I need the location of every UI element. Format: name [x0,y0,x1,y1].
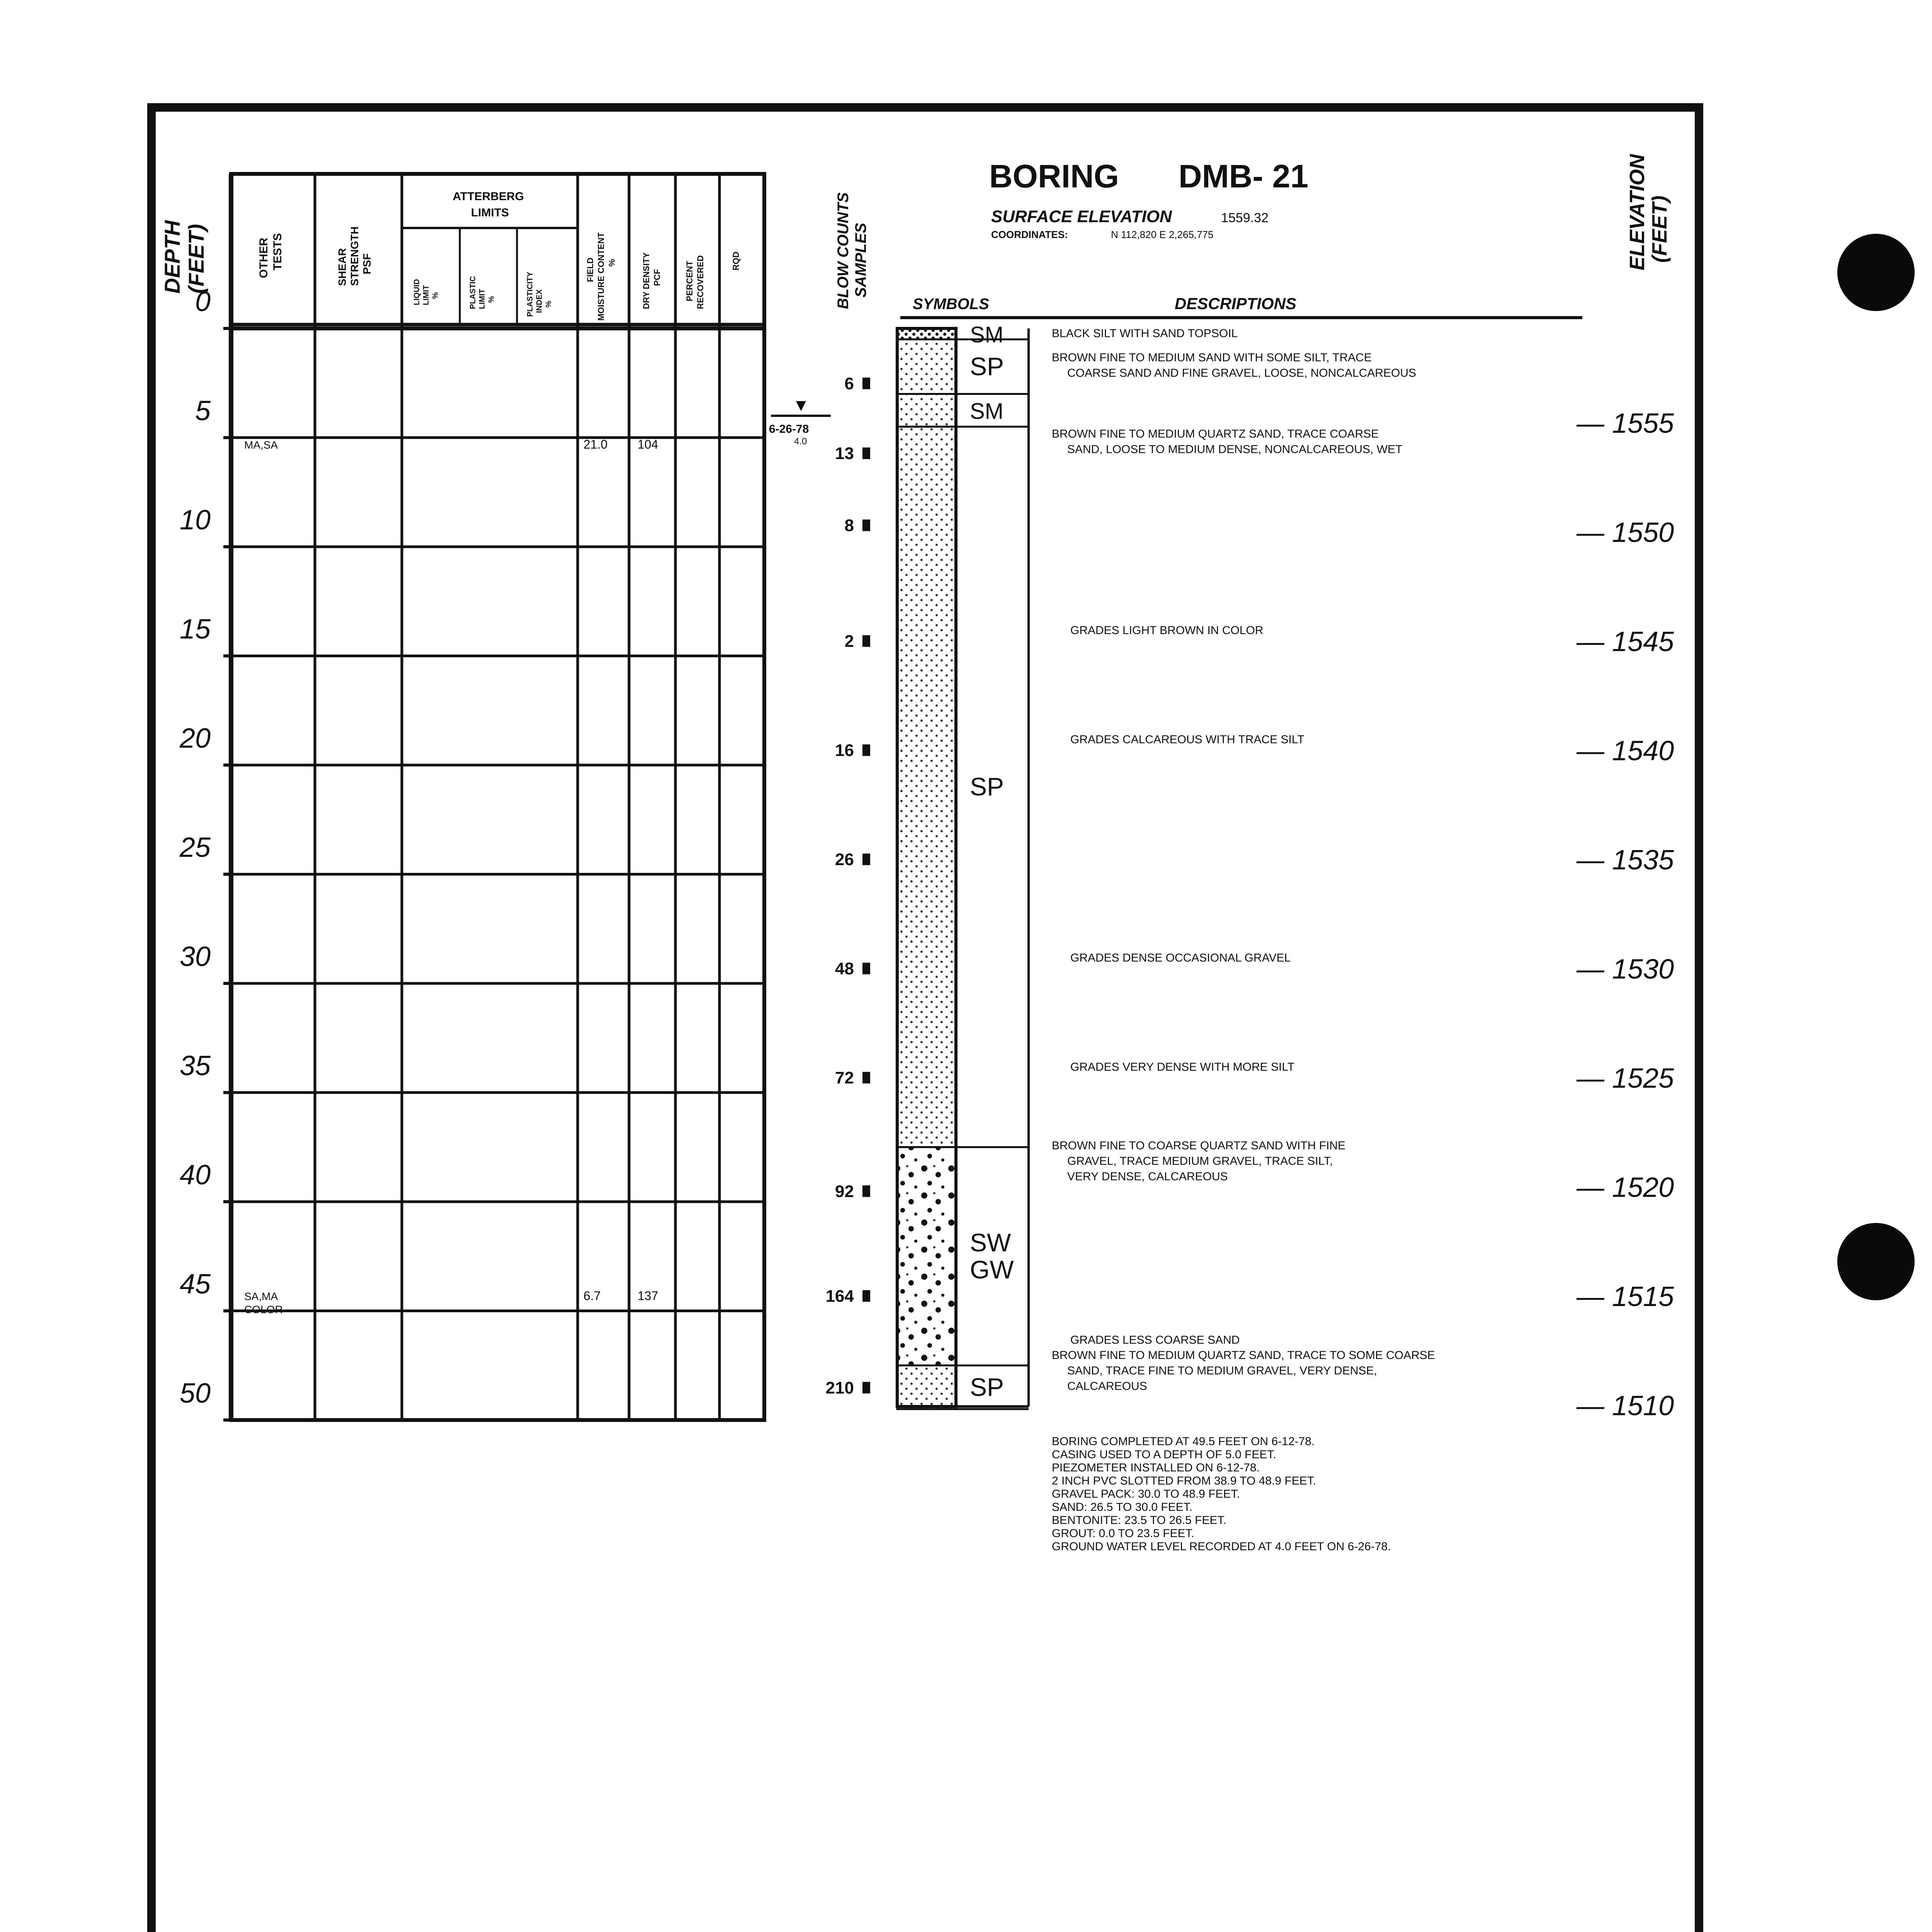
note-line: GROUND WATER LEVEL RECORDED AT 4.0 FEET ON 6-26-78. [1052,1540,1391,1553]
blow-count: 164 [825,1286,854,1306]
stratum-fill [897,394,956,427]
soil-description-line: VERY DENSE, CALCAREOUS [1067,1170,1228,1183]
descriptions-header: DESCRIPTIONS [1175,294,1297,313]
depth-tick-labels [179,286,211,1409]
water-date: 6-26-78 [769,423,809,435]
dry-density-value: 104 [638,437,658,451]
soil-description-line: BROWN FINE TO COARSE QUARTZ SAND WITH FINE [1052,1139,1346,1152]
elevation-tick-label: — 1555 [1577,408,1674,439]
soil-description-line: CALCAREOUS [1067,1379,1147,1393]
note-line: GRAVEL PACK: 30.0 TO 48.9 FEET. [1052,1488,1240,1500]
soil-description-line: BROWN FINE TO MEDIUM QUARTZ SAND, TRACE COARSE [1052,427,1379,440]
water-level-marker [769,401,831,447]
elevation-tick-label: — 1515 [1577,1281,1674,1313]
depth-tick-label: 50 [179,1378,211,1409]
blow-counts-header: BLOW COUNTS SAMPLES [835,192,869,309]
sample-blow-counts [826,374,870,1397]
note-line: CASING USED TO A DEPTH OF 5.0 FEET. [1052,1448,1276,1461]
soil-description-line: GRADES LIGHT BROWN IN COLOR [1070,624,1264,637]
soil-description-line: SAND, LOOSE TO MEDIUM DENSE, NONCALCAREOUS, WET [1067,443,1403,456]
depth-tick-label: 40 [179,1160,211,1190]
sample-marker [862,963,870,974]
other-tests-header: OTHER TESTS [257,233,284,278]
sample-marker [862,378,870,389]
boring-id: DMB- 21 [1179,158,1309,194]
uscs-symbol: SP [970,352,1004,381]
blow-count: 6 [844,374,854,393]
sample-marker [862,635,870,647]
coordinates-label: COORDINATES: [991,229,1068,240]
note-line: GROUT: 0.0 TO 23.5 FEET. [1052,1527,1195,1540]
rqd-header: RQD [731,252,741,270]
stratum-fill [897,339,956,394]
elevation-tick-label: — 1545 [1577,626,1674,658]
elevation-tick-label: — 1510 [1577,1390,1674,1422]
soil-description-line: GRADES CALCAREOUS WITH TRACE SILT [1070,733,1304,746]
soil-descriptions [1052,327,1435,1393]
water-depth: 4.0 [794,436,807,447]
soil-description-line: GRADES DENSE OCCASIONAL GRAVEL [1070,951,1291,964]
blow-count: 13 [835,444,854,463]
soil-description-line: BROWN FINE TO MEDIUM SAND WITH SOME SILT, TRACE [1052,351,1372,364]
plastic-limit-header: PLASTIC LIMIT % [469,276,496,309]
uscs-symbol: SP [970,1372,1004,1401]
boring-title: BORING [989,158,1119,194]
moisture-value: 6.7 [583,1289,601,1303]
elevation-ticks [1576,408,1674,1422]
uscs-symbol: SW [970,1228,1011,1257]
depth-tick-label: 10 [179,505,211,536]
water-level-icon [796,401,806,411]
soil-description-line: GRADES LESS COARSE SAND [1070,1333,1240,1347]
elevation-tick-label: — 1520 [1577,1172,1674,1203]
stratum-fill [897,1147,956,1366]
surface-elevation-label: SURFACE ELEVATION [991,207,1172,226]
elevation-tick-label: — 1550 [1577,517,1674,548]
soil-description-line: GRADES VERY DENSE WITH MORE SILT [1070,1061,1295,1073]
stratum-fill [897,427,956,1147]
soil-description-line: BROWN FINE TO MEDIUM QUARTZ SAND, TRACE TO SOME COARSE [1052,1349,1435,1362]
boring-title-block [989,158,1308,240]
note-line: BORING COMPLETED AT 49.5 FEET ON 6-12-78. [1052,1435,1315,1448]
depth-grid-lines [223,328,764,1420]
sample-marker [862,1185,870,1197]
depth-tick-label: 0 [195,286,211,317]
blow-count: 210 [825,1378,854,1398]
boring-notes [1052,1435,1391,1553]
moisture-value: 21.0 [583,437,608,451]
moisture-header: FIELD MOISTURE CONTENT % [585,232,617,321]
coordinates-value: N 112,820 E 2,265,775 [1111,229,1214,240]
soil-description-line: SAND, TRACE FINE TO MEDIUM GRAVEL, VERY DENSE, [1067,1364,1377,1377]
blow-count: 2 [844,631,854,651]
lab-data-table [231,174,764,1420]
soil-description-line: COARSE SAND AND FINE GRAVEL, LOOSE, NONCALCAREOUS [1067,366,1416,379]
shear-strength-header: SHEAR STRENGTH PSF [336,226,373,286]
plasticity-index-header: PLASTICITY INDEX % [526,272,553,317]
sample-marker [862,1072,870,1083]
blow-count: 92 [835,1182,854,1201]
liquid-limit-header: LIQUID LIMIT % [413,279,440,305]
depth-tick-label: 25 [179,832,211,863]
note-line: PIEZOMETER INSTALLED ON 6-12-78. [1052,1461,1260,1474]
atterberg-header: ATTERBERG LIMITS [452,190,524,219]
depth-tick-label: 35 [179,1050,211,1082]
elevation-tick-label: — 1530 [1577,954,1674,985]
other-tests-value: COLOR [244,1303,283,1316]
uscs-symbol: SM [970,398,1003,424]
percent-recovered-header: PERCENT RECOVERED [685,255,705,309]
lab-table-headers [160,190,741,321]
sample-marker [862,520,870,531]
blow-count: 48 [835,959,854,978]
uscs-symbol: GW [970,1255,1014,1284]
soil-description-line: GRAVEL, TRACE MEDIUM GRAVEL, TRACE SILT, [1067,1155,1333,1168]
sample-marker [862,854,870,865]
surface-elevation-value: 1559.32 [1221,211,1269,225]
elevation-header: ELEVATION (FEET) [1626,154,1671,270]
lab-test-values [244,437,658,1316]
note-line: SAND: 26.5 TO 30.0 FEET. [1052,1501,1193,1514]
other-tests-value: SA,MA [244,1290,278,1303]
other-tests-value: MA,SA [244,439,278,451]
blow-count: 8 [844,516,854,535]
stratum-fill [897,328,956,339]
blow-count: 26 [835,850,854,869]
symbols-header: SYMBOLS [913,296,989,313]
elevation-tick-label: — 1525 [1577,1063,1674,1094]
note-line: 2 INCH PVC SLOTTED FROM 38.9 TO 48.9 FEET. [1052,1475,1316,1487]
note-line: BENTONITE: 23.5 TO 26.5 FEET. [1052,1514,1226,1527]
elevation-tick-label: — 1535 [1577,845,1674,876]
stratum-fill [897,1366,956,1409]
sample-marker [862,744,870,756]
elevation-tick-label: — 1540 [1577,735,1674,767]
dry-density-header: DRY DENSITY PCF [641,252,662,309]
uscs-symbol: SP [970,772,1004,801]
depth-tick-label: 5 [195,395,211,427]
soil-description-line: BLACK SILT WITH SAND TOPSOIL [1052,327,1238,340]
depth-tick-label: 20 [179,723,211,754]
uscs-symbol: SM [970,322,1003,348]
binder-hole-top [1837,234,1915,311]
depth-tick-label: 45 [179,1269,211,1300]
depth-tick-label: 30 [179,941,211,972]
strata-column [897,322,1029,1409]
dry-density-value: 137 [638,1289,658,1303]
depth-header: DEPTH (FEET) [160,220,208,294]
sample-marker [862,447,870,459]
sample-marker [862,1382,870,1393]
blow-count: 16 [835,741,854,760]
binder-hole-middle [1837,1223,1915,1300]
depth-tick-label: 15 [179,614,211,645]
blow-count: 72 [835,1068,854,1087]
sample-marker [862,1290,870,1302]
